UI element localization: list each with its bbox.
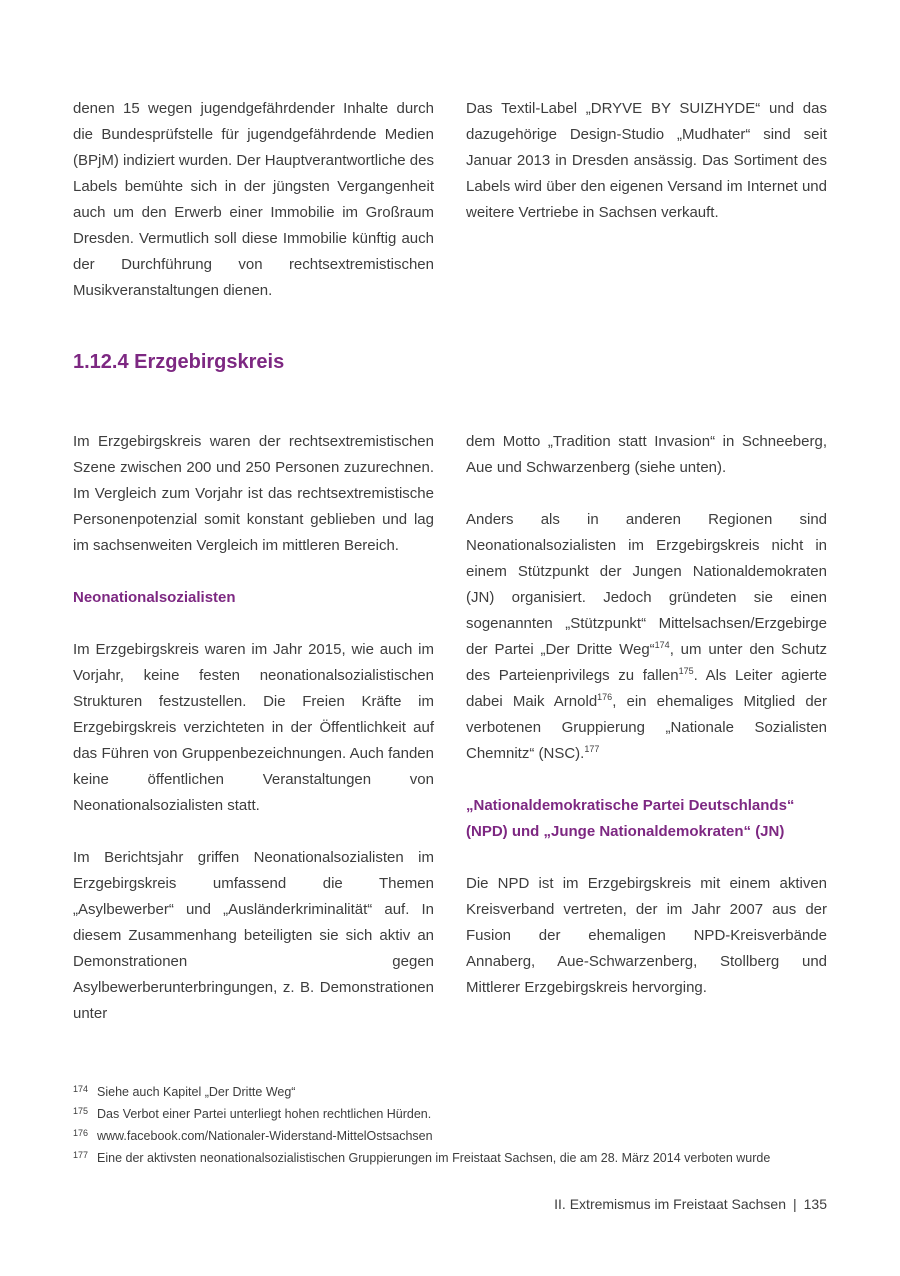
left-paragraph-3: Im Berichtsjahr griffen Neonationalsozialisten im Erzgebirgskreis umfassend die Themen „Asylbewerber“ und „Ausländerkriminalität“ auf. In diesem Zusammenhang beteiligten sie sich aktiv an Demonstrationen gegen Asylbewerberunterbringungen, z. B. Demonstrationen unter — [73, 849, 434, 1022]
page-footer — [554, 1196, 827, 1212]
footnotes-block — [73, 1082, 827, 1170]
section-heading: 1.12.4 Erzgebirgskreis — [73, 351, 285, 373]
footnote-number: 175 — [73, 1106, 89, 1116]
footnote-text: Das Verbot einer Partei unterliegt hohen rechtlichen Hürden. — [97, 1107, 432, 1121]
main-section — [73, 429, 827, 1027]
left-paragraph-1: Im Erzgebirgskreis waren der rechtsextremistischen Szene zwischen 200 und 250 Personen zuzurechnen. Im Vergleich zum Vorjahr ist das rechtsextremistische Personenpotenzial somit konstant geblieben und lag im sachsenweiten Vergleich im mittleren Bereich. — [73, 433, 434, 554]
left-subheading-neonationalsozialisten: Neonationalsozialisten — [73, 589, 236, 606]
footnote-text: Siehe auch Kapitel „Der Dritte Weg“ — [97, 1085, 296, 1099]
intro-left-column — [73, 96, 434, 304]
intro-right-column — [466, 96, 827, 304]
intro-left-paragraph: denen 15 wegen jugendgefährdender Inhalte durch die Bundesprüfstelle für jugendgefährdende Medien (BPjM) indiziert wurden. Der Hauptverantwortliche des Labels bemühte sich in der jüngsten Vergangenheit auch um den Erwerb einer Immobilie im Großraum Dresden. Vermutlich soll diese Immobilie künftig auch der Durchführung von rechtsextremistischen Musikveranstaltungen dienen. — [73, 100, 434, 299]
page-content — [73, 96, 827, 1027]
footnote-176 — [73, 1126, 827, 1148]
intro-section — [73, 96, 827, 304]
footnote-number: 177 — [73, 1150, 89, 1160]
right-paragraph-1: dem Motto „Tradition statt Invasion“ in Schneeberg, Aue und Schwarzenberg (siehe unten). — [466, 433, 827, 476]
footnote-175 — [73, 1104, 827, 1126]
footnote-number: 176 — [73, 1128, 89, 1138]
footnote-text: www.facebook.com/Nationaler-Widerstand-MittelOstsachsen — [97, 1129, 433, 1143]
footnote-177 — [73, 1148, 827, 1170]
footer-page-number: 135 — [803, 1196, 827, 1212]
right-subheading-npd-jn: „Nationaldemokratische Partei Deutschlands“ (NPD) und „Junge Nationaldemokraten“ (JN) — [466, 797, 795, 840]
main-right-column — [466, 429, 827, 1027]
intro-right-paragraph: Das Textil-Label „DRYVE BY SUIZHYDE“ und das dazugehörige Design-Studio „Mudhater“ sind seit Januar 2013 in Dresden ansässig. Das Sortiment des Labels wird über den eigenen Versand im Internet und weitere Vertriebe in Sachsen verkauft. — [466, 100, 827, 221]
right-paragraph-3: Die NPD ist im Erzgebirgskreis mit einem aktiven Kreisverband vertreten, der im Jahr 2007 aus der Fusion der ehemaligen NPD-Kreisverbände Annaberg, Aue-Schwarzenberg, Stollberg und Mittlerer Erzgebirgskreis hervorging. — [466, 875, 827, 996]
footnote-number: 174 — [73, 1084, 89, 1094]
footer-separator: | — [793, 1196, 797, 1212]
right-paragraph-2: Anders als in anderen Regionen sind Neonationalsozialisten im Erzgebirgskreis nicht in einem Stützpunkt der Jungen Nationaldemokraten (JN) organisiert. Jedoch gründeten sie einen sogenannten „Stützpunkt“ Mittelsachsen/Erzgebirge der Partei „Der Dritte Weg“$^{174}$, um unter den Schutz des Parteienprivilegs zu fallen$^{175}$. Als Leiter agierte dabei Maik Arnold$^{176}$, ein ehemaliges Mitglied der verbotenen Gruppierung „Nationale Sozialisten Chemnitz“ (NSC).$^{177}$ — [466, 511, 828, 762]
footnote-174 — [73, 1082, 827, 1104]
footer-chapter-label: II. Extremismus im Freistaat Sachsen — [554, 1196, 786, 1212]
main-left-column — [73, 429, 434, 1027]
footnote-text: Eine der aktivsten neonationalsozialistischen Gruppierungen im Freistaat Sachsen, die am 28. März 2014 verboten wurde — [97, 1151, 771, 1165]
left-paragraph-2: Im Erzgebirgskreis waren im Jahr 2015, wie auch im Vorjahr, keine festen neonationalsozialistischen Strukturen festzustellen. Die Freien Kräfte im Erzgebirgskreis verzichteten in der Öffentlichkeit auf das Führen von Gruppenbezeichnungen. Auch fanden keine öffentlichen Veranstaltungen von Neonationalsozialisten statt. — [73, 641, 434, 814]
